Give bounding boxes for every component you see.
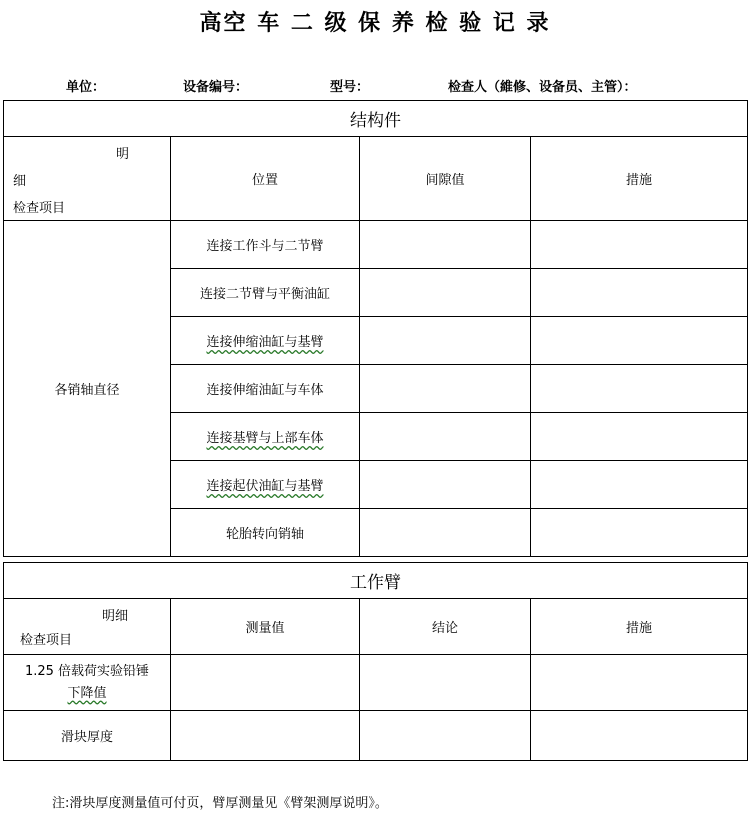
row-label-line2-text: 下降值 <box>67 685 107 701</box>
gap-value-cell[interactable] <box>360 461 531 509</box>
measured-value-cell[interactable] <box>171 655 360 711</box>
gap-value-cell[interactable] <box>360 317 531 365</box>
measured-value-cell[interactable] <box>171 711 360 761</box>
gap-value-cell[interactable] <box>360 413 531 461</box>
measure-cell[interactable] <box>531 461 748 509</box>
unit-label: 单位： <box>66 80 106 95</box>
header-corner-ming: 明 <box>116 147 130 162</box>
header-corner-mingxi: 明细 <box>102 609 129 624</box>
work-arm-header-corner <box>4 599 171 655</box>
row-label-load-test <box>4 655 171 711</box>
column-header-measured-value: 测量值 <box>171 599 360 655</box>
column-header-measure: 措施 <box>531 599 748 655</box>
footnote: 注:滑块厚度测量值可付页，臂厚测量见《臂架测厚说明》。 <box>52 796 388 811</box>
measure-cell[interactable] <box>531 655 748 711</box>
work-arm-section-title: 工作臂 <box>4 563 748 599</box>
row-label-slider-thickness: 滑块厚度 <box>4 711 171 761</box>
header-corner-item: 检查项目 <box>20 633 73 648</box>
measure-cell[interactable] <box>531 711 748 761</box>
structure-header-corner <box>4 137 171 221</box>
measure-cell[interactable] <box>531 365 748 413</box>
document-title: 高空 车 二 级 保 养 检 验 记 录 <box>199 10 551 36</box>
gap-value-cell[interactable] <box>360 365 531 413</box>
measure-cell[interactable] <box>531 317 748 365</box>
structure-table <box>3 100 748 557</box>
work-arm-table <box>3 562 748 761</box>
row-position-label <box>171 461 360 509</box>
gap-value-cell[interactable] <box>360 269 531 317</box>
conclusion-cell[interactable] <box>360 655 531 711</box>
gap-value-cell[interactable] <box>360 221 531 269</box>
gap-value-cell[interactable] <box>360 509 531 557</box>
header-corner-item: 检查项目 <box>13 201 66 216</box>
row-position-label: 轮胎转向销轴 <box>171 509 360 557</box>
column-header-measure: 措施 <box>531 137 748 221</box>
column-header-gap-value: 间隙值 <box>360 137 531 221</box>
conclusion-cell[interactable] <box>360 711 531 761</box>
header-corner-xi: 细 <box>13 174 27 189</box>
row-label-line2 <box>4 683 170 705</box>
row-position-text: 连接伸缩油缸与基臂 <box>206 335 324 350</box>
row-position-label: 连接伸缩油缸与车体 <box>171 365 360 413</box>
column-header-conclusion: 结论 <box>360 599 531 655</box>
model-label: 型号： <box>330 80 370 95</box>
row-position-label: 连接工作斗与二节臂 <box>171 221 360 269</box>
row-label-line1: 1.25 倍载荷实验铅锤 <box>24 663 150 679</box>
row-position-text: 连接基臂与上部车体 <box>206 431 324 446</box>
device-no-label: 设备编号： <box>183 80 249 95</box>
inspector-label: 检查人（維修、设备员、主管）： <box>448 80 637 95</box>
row-position-label <box>171 413 360 461</box>
measure-cell[interactable] <box>531 413 748 461</box>
column-header-position: 位置 <box>171 137 360 221</box>
measure-cell[interactable] <box>531 269 748 317</box>
group-label-pin-diameter: 各销轴直径 <box>4 221 171 557</box>
row-position-text: 连接起伏油缸与基臂 <box>206 479 324 494</box>
structure-section-title: 结构件 <box>4 101 748 137</box>
row-position-label <box>171 317 360 365</box>
row-position-label: 连接二节臂与平衡油缸 <box>171 269 360 317</box>
measure-cell[interactable] <box>531 509 748 557</box>
measure-cell[interactable] <box>531 221 748 269</box>
